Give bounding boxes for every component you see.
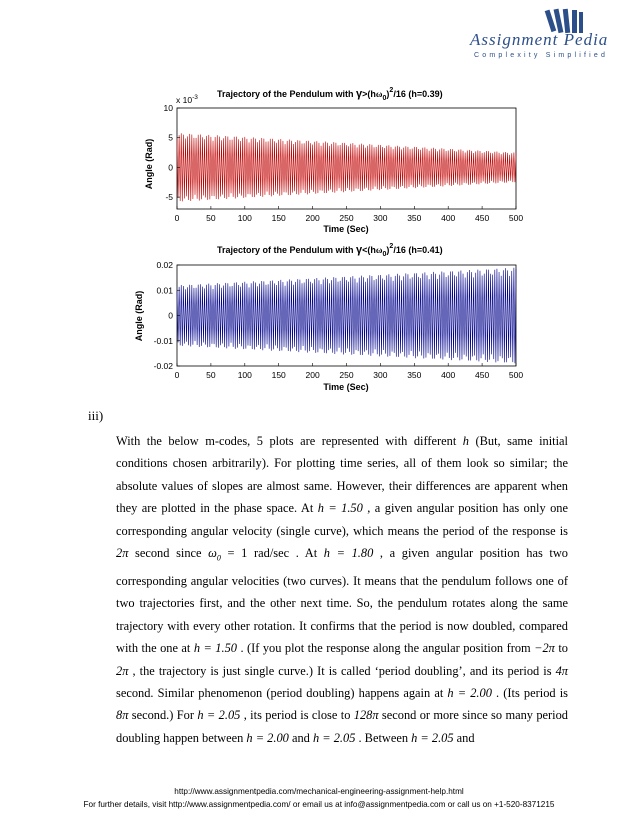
footer-contact: For further details, visit http://www.assignmentpedia.com/ or email us at info@assignmentpedia.com or call us on +1-520-8371215 [83, 800, 555, 809]
x-tick-label: 150 [271, 370, 286, 380]
chart-1 [144, 87, 523, 234]
x-tick-label: 50 [206, 370, 216, 380]
y-tick-label: -0.02 [153, 361, 173, 371]
math-h: h [462, 434, 469, 448]
x-tick-label: 250 [339, 213, 354, 223]
chart-1-title: Trajectory of the Pendulum with $\gamma>(h\omega_0)^2/16$ (h=0.39) [217, 87, 443, 102]
y-tick-label: 0 [168, 162, 173, 173]
x-tick-label: 250 [339, 370, 354, 380]
x-tick-label: 100 [237, 213, 252, 223]
x-tick-label: 300 [373, 213, 388, 223]
x-tick-label: 50 [206, 213, 216, 223]
chart-1-ylabel: Angle (Rad) [144, 138, 154, 190]
chart-2 [134, 243, 523, 392]
logo-title: Assignment Pedia [470, 30, 609, 49]
x-tick-label: 0 [174, 213, 180, 223]
footer-url[interactable]: http://www.assignmentpedia.com/mechanical-engineering-assignment-help.html [174, 787, 464, 796]
x-tick-label: 450 [475, 370, 490, 380]
x-tick-label: 350 [407, 370, 422, 380]
x-tick-label: 150 [271, 213, 286, 223]
y-tick-label: -5 [165, 192, 173, 203]
chart-2-xlabel: Time (Sec) [323, 382, 369, 392]
chart-2-ylabel: Angle (Rad) [134, 290, 144, 342]
chart-1-xlabel: Time (Sec) [323, 224, 369, 234]
y-tick-label: 5 [168, 132, 173, 143]
x-tick-label: 500 [508, 370, 524, 380]
logo-tagline: Complexity Simplified [474, 52, 609, 59]
chart-2-title: Trajectory of the Pendulum with $\gamma<(h\omega_0)^2/16$ (h=0.41) [217, 243, 443, 258]
x-tick-label: 300 [373, 370, 388, 380]
y-tick-label: -0.01 [153, 335, 173, 346]
x-tick-label: 400 [441, 370, 456, 380]
section-label: iii) [88, 408, 104, 423]
x-tick-label: 200 [305, 213, 320, 223]
body-paragraph: With the below m-codes, 5 plots are represented with different h (But, same initial conditions chosen arbitrarily). For plotting time series, all of them look so similar; the absolute values of slopes are almost same. However, their differences are apparent when they are plotted in the phase space. At h = 1.50 , a given angular position has only one corresponding angular velocity (single curve), which means the period of the response is 2π second since $\omega_0 = 1$ rad/sec . At h = 1.80 , a given angular position has two corresponding angular velocities (two curves). It means that the pendulum follows one of two trajectories first, and the other next time. So, the pendulum rotates along the same trajectory with every other rotation. It confirms that the period is now doubled, compared with the one at h = 1.50 . (If you plot the response along the angular position from −2π to 2π , the trajectory is just single curve.) It is called ‘period doubling’, and its period is 4π second. Similar phenomenon (period doubling) happens again at h = 2.00 . (Its period is 8π second.) For h = 2.05 , its period is close to 128π second or more since so many period doubling happen between h = 2.00 and h = 2.05 . Between h = 2.05 and [116, 434, 568, 745]
x-tick-label: 500 [508, 213, 524, 223]
y-tick-label: 0.02 [156, 260, 173, 270]
x-tick-label: 100 [237, 370, 252, 380]
x-tick-label: 400 [441, 213, 456, 223]
x-tick-label: 350 [407, 213, 422, 223]
x-tick-label: 200 [305, 370, 320, 380]
y-tick-label: 0.01 [156, 285, 173, 296]
chart-1-multiplier: x $10^{-3}$ [176, 94, 198, 105]
charts-area [0, 0, 638, 400]
y-tick-label: 0 [168, 310, 173, 321]
x-tick-label: 0 [174, 370, 180, 380]
y-tick-label: 10 [163, 103, 173, 113]
x-tick-label: 450 [475, 213, 490, 223]
